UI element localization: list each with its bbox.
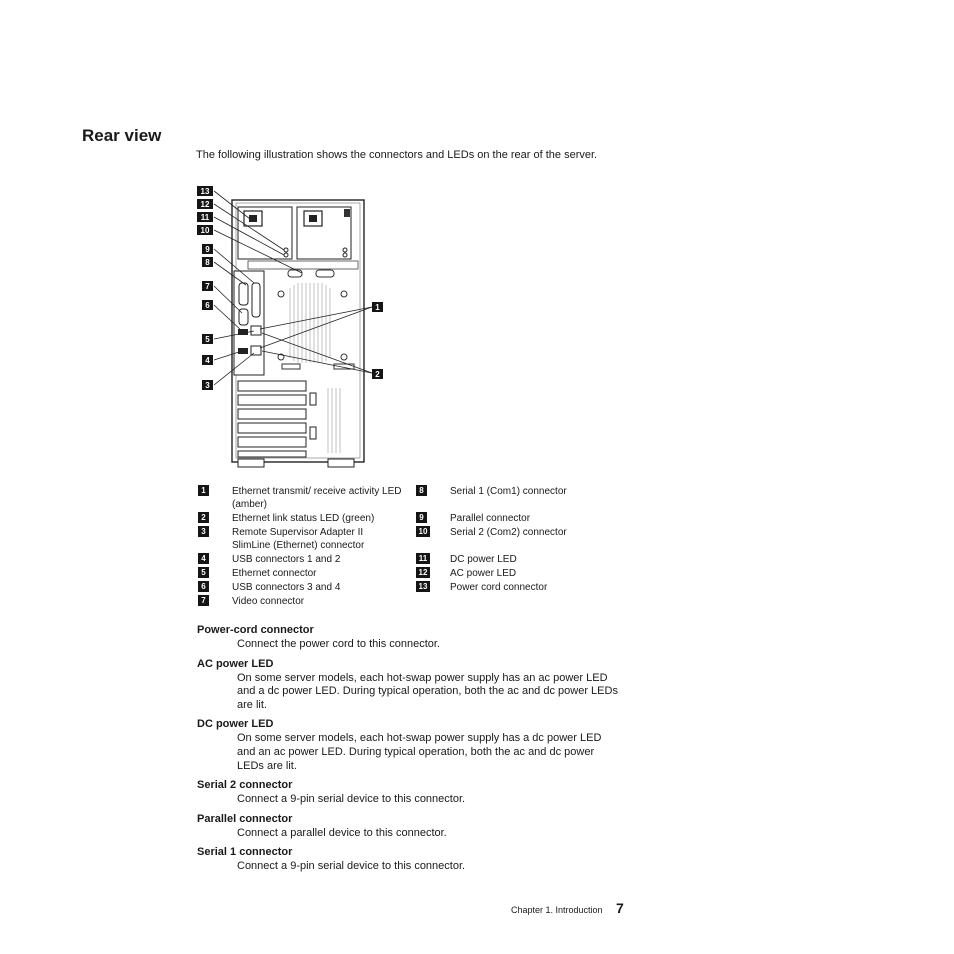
legend-number: 8 bbox=[416, 485, 427, 496]
legend-text: AC power LED bbox=[450, 568, 517, 579]
legend-number: 10 bbox=[416, 526, 430, 537]
definition-list bbox=[197, 624, 637, 880]
svg-text:10: 10 bbox=[200, 226, 210, 235]
legend-text: Parallel connector bbox=[450, 513, 531, 524]
callout-13 bbox=[197, 186, 213, 196]
callout-10 bbox=[197, 225, 213, 235]
legend-number: 2 bbox=[198, 512, 209, 523]
definition-term: AC power LED bbox=[197, 657, 274, 670]
legend-item bbox=[416, 512, 626, 525]
callout-9 bbox=[202, 244, 213, 254]
server-rear-drawing bbox=[194, 183, 390, 473]
callout-1 bbox=[372, 302, 383, 312]
svg-text:12: 12 bbox=[200, 200, 210, 209]
page-number: 7 bbox=[616, 900, 624, 916]
svg-text:11: 11 bbox=[200, 213, 210, 222]
definition-entry bbox=[197, 658, 637, 713]
legend-item bbox=[198, 567, 413, 580]
definition-description: On some server models, each hot-swap power supply has a dc power LED and an ac power LED. During typical operation, both the ac and dc power LEDs are lit. bbox=[237, 732, 602, 772]
usb-connector-2-icon bbox=[238, 348, 248, 354]
legend-text: Remote Supervisor Adapter II SlimLine (Ethernet) connector bbox=[232, 527, 365, 551]
intro-paragraph: The following illustration shows the connectors and LEDs on the rear of the server. bbox=[196, 149, 598, 161]
legend-text: Serial 1 (Com1) connector bbox=[450, 486, 567, 497]
serial-connector-icon bbox=[239, 283, 248, 305]
legend-text: Video connector bbox=[232, 596, 305, 607]
legend-number: 4 bbox=[198, 553, 209, 564]
handle-2-icon bbox=[316, 270, 334, 277]
handle-icon bbox=[288, 270, 302, 277]
callout-2 bbox=[372, 369, 383, 379]
callout-11 bbox=[197, 212, 213, 222]
definition-term: Serial 1 connector bbox=[197, 846, 293, 859]
legend-text: Ethernet connector bbox=[232, 568, 317, 579]
rear-view-illustration bbox=[194, 183, 390, 473]
definition-term: DC power LED bbox=[197, 718, 274, 731]
footer-chapter: Chapter 1. Introduction bbox=[511, 905, 603, 915]
legend-item bbox=[416, 485, 626, 498]
callout-4 bbox=[202, 355, 213, 365]
legend-number: 1 bbox=[198, 485, 209, 496]
parallel-connector-icon bbox=[252, 283, 260, 317]
svg-text:7: 7 bbox=[205, 282, 210, 291]
legend-text: Ethernet link status LED (green) bbox=[232, 513, 375, 524]
slot-lever-icon bbox=[310, 393, 316, 405]
callout-3 bbox=[202, 380, 213, 390]
legend-item bbox=[198, 485, 413, 511]
legend-number: 12 bbox=[416, 567, 430, 578]
definition-entry bbox=[197, 718, 637, 773]
definition-description: Connect a parallel device to this connector. bbox=[237, 826, 447, 839]
definition-term: Power-cord connector bbox=[197, 624, 314, 636]
legend-item bbox=[198, 581, 413, 594]
legend-item bbox=[198, 553, 413, 566]
definition-description: On some server models, each hot-swap power supply has an ac power LED and a dc power LED. During typical operation, both the ac and dc power LEDs are lit. bbox=[237, 671, 618, 711]
legend-text: DC power LED bbox=[450, 554, 517, 565]
callout-7 bbox=[202, 281, 213, 291]
callout-8 bbox=[202, 257, 213, 267]
definition-entry bbox=[197, 813, 637, 841]
legend-text: Serial 2 (Com2) connector bbox=[450, 527, 567, 538]
psu-rail bbox=[248, 261, 358, 269]
legend-item bbox=[198, 595, 413, 608]
legend-number: 5 bbox=[198, 567, 209, 578]
legend-number: 11 bbox=[416, 553, 430, 564]
ethernet-connector-icon bbox=[251, 326, 261, 335]
definition-description: Connect a 9-pin serial device to this connector. bbox=[237, 793, 466, 806]
slot-lever-2-icon bbox=[310, 427, 316, 439]
legend-number: 6 bbox=[198, 581, 209, 592]
svg-text:8: 8 bbox=[205, 258, 210, 267]
svg-text:2: 2 bbox=[375, 370, 380, 379]
definition-entry bbox=[197, 846, 637, 874]
definition-entry bbox=[197, 779, 637, 807]
page-title: Rear view bbox=[82, 126, 162, 145]
svg-text:5: 5 bbox=[205, 335, 210, 344]
legend-left-column bbox=[198, 485, 413, 609]
legend-text: USB connectors 3 and 4 bbox=[232, 582, 341, 593]
legend-text: Ethernet transmit/ receive activity LED (amber) bbox=[232, 486, 402, 510]
svg-text:3: 3 bbox=[205, 381, 210, 390]
legend-number: 7 bbox=[198, 595, 209, 606]
foot-icon bbox=[238, 459, 264, 467]
svg-text:13: 13 bbox=[200, 187, 210, 196]
legend-item bbox=[416, 526, 626, 539]
legend-item bbox=[416, 553, 626, 566]
legend-right-column bbox=[416, 485, 626, 595]
latch-2-icon bbox=[334, 364, 354, 369]
svg-text:9: 9 bbox=[205, 245, 210, 254]
callout-5 bbox=[202, 334, 213, 344]
legend-item bbox=[198, 526, 413, 552]
power-socket-pins-2-icon bbox=[309, 215, 317, 222]
legend-item bbox=[416, 567, 626, 580]
psu-latch-icon bbox=[344, 209, 350, 217]
definition-term: Serial 2 connector bbox=[197, 779, 293, 792]
legend-number: 9 bbox=[416, 512, 427, 523]
definition-term: Parallel connector bbox=[197, 812, 293, 825]
definition-description: Connect a 9-pin serial device to this connector. bbox=[237, 860, 466, 873]
definition-entry bbox=[197, 624, 637, 652]
callout-6 bbox=[202, 300, 213, 310]
callout-12 bbox=[197, 199, 213, 209]
power-socket-pins-icon bbox=[249, 215, 257, 222]
foot-2-icon bbox=[328, 459, 354, 467]
legend-item bbox=[416, 581, 626, 594]
svg-text:4: 4 bbox=[205, 356, 210, 365]
legend-number: 13 bbox=[416, 581, 430, 592]
latch-icon bbox=[282, 364, 300, 369]
svg-text:6: 6 bbox=[205, 301, 210, 310]
legend-item bbox=[198, 512, 413, 525]
definition-description: Connect the power cord to this connector. bbox=[237, 638, 441, 650]
legend-text: Power cord connector bbox=[450, 582, 548, 593]
svg-text:1: 1 bbox=[375, 303, 380, 312]
rsa-connector-icon bbox=[251, 346, 261, 355]
legend-text: USB connectors 1 and 2 bbox=[232, 554, 341, 565]
legend-number: 3 bbox=[198, 526, 209, 537]
